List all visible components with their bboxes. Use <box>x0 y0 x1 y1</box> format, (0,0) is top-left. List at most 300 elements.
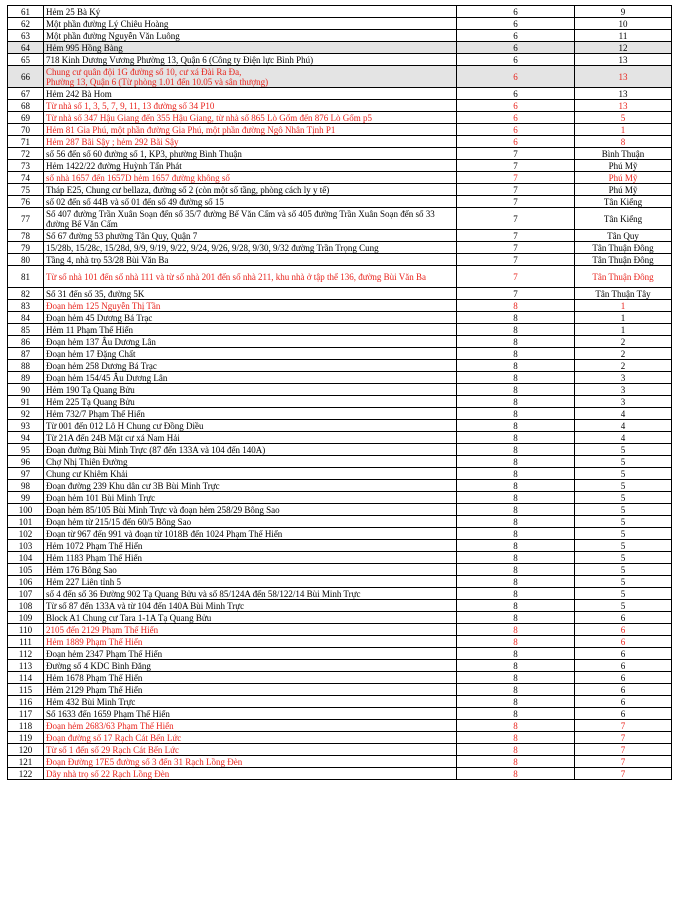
district-cell: 8 <box>457 444 575 456</box>
table-row <box>8 30 672 42</box>
location-description-cell: Đoạn Đường 17E5 đường số 3 đến 31 Rạch Lồng Đèn <box>44 756 457 768</box>
row-number-cell: 104 <box>8 552 44 564</box>
ward-cell: Bình Thuận <box>575 148 672 160</box>
location-description-cell: Đoạn hẻm 154/45 Âu Dương Lân <box>44 372 457 384</box>
row-number-cell: 65 <box>8 54 44 66</box>
ward-cell: Phú Mỹ <box>575 172 672 184</box>
district-cell: 8 <box>457 756 575 768</box>
district-cell: 8 <box>457 396 575 408</box>
row-number-cell: 92 <box>8 408 44 420</box>
ward-cell: Tân Thuận Đông <box>575 254 672 266</box>
row-number-cell: 67 <box>8 88 44 100</box>
ward-cell: 7 <box>575 768 672 780</box>
row-number-cell: 85 <box>8 324 44 336</box>
district-cell: 8 <box>457 732 575 744</box>
row-number-cell: 61 <box>8 6 44 18</box>
district-cell: 8 <box>457 720 575 732</box>
district-cell: 6 <box>457 54 575 66</box>
location-description-cell: Block A1 Chung cư Tara 1-1A Tạ Quang Bửu <box>44 612 457 624</box>
location-description-cell: Đoạn đường 239 Khu dân cư 3B Bùi Minh Trực <box>44 480 457 492</box>
location-description-cell: Đoạn hẻm 101 Bùi Minh Trực <box>44 492 457 504</box>
ward-cell: 3 <box>575 384 672 396</box>
table-body <box>8 6 672 780</box>
row-number-cell: 113 <box>8 660 44 672</box>
table-row <box>8 396 672 408</box>
row-number-cell: 83 <box>8 300 44 312</box>
table-row <box>8 208 672 230</box>
table-row <box>8 660 672 672</box>
table-row <box>8 600 672 612</box>
row-number-cell: 99 <box>8 492 44 504</box>
location-description-cell: Đoạn hẻm 85/105 Bùi Minh Trực và đoạn hẻm 258/29 Bông Sao <box>44 504 457 516</box>
row-number-cell: 73 <box>8 160 44 172</box>
ward-cell: 13 <box>575 66 672 88</box>
location-description-cell: Hẻm 176 Bông Sao <box>44 564 457 576</box>
table-row <box>8 100 672 112</box>
table-row <box>8 432 672 444</box>
district-cell: 7 <box>457 184 575 196</box>
district-cell: 8 <box>457 552 575 564</box>
location-description-cell: Dãy nhà trọ số 22 Rạch Lồng Đèn <box>44 768 457 780</box>
table-row <box>8 756 672 768</box>
district-cell: 8 <box>457 696 575 708</box>
table-row <box>8 732 672 744</box>
table-row <box>8 708 672 720</box>
location-description-cell: 718 Kinh Dương Vương Phường 13, Quận 6 (Công ty Điện lực Bình Phú) <box>44 54 457 66</box>
district-cell: 8 <box>457 564 575 576</box>
district-cell: 6 <box>457 100 575 112</box>
district-cell: 6 <box>457 124 575 136</box>
ward-cell: 7 <box>575 732 672 744</box>
location-description-cell: Tầng 4, nhà trọ 53/28 Bùi Văn Ba <box>44 254 457 266</box>
district-cell: 6 <box>457 42 575 54</box>
location-description-cell: Hẻm 2129 Phạm Thế Hiển <box>44 684 457 696</box>
district-cell: 8 <box>457 708 575 720</box>
ward-cell: Tân Thuận Đông <box>575 242 672 254</box>
ward-cell: 5 <box>575 588 672 600</box>
location-description-cell: Số 407 đường Trần Xuân Soạn đến số 35/7 đường Bế Văn Cấm và số 405 đường Trần Xuân Soạn đến số 33 đường Bế Văn Cấm <box>44 208 457 230</box>
ward-cell: 6 <box>575 708 672 720</box>
table-row <box>8 612 672 624</box>
row-number-cell: 84 <box>8 312 44 324</box>
row-number-cell: 112 <box>8 648 44 660</box>
location-description-cell: Số 31 đến số 35, đường 5K <box>44 288 457 300</box>
location-description-cell: Đoạn hẻm 258 Dương Bá Trạc <box>44 360 457 372</box>
district-cell: 7 <box>457 266 575 288</box>
ward-cell: 13 <box>575 88 672 100</box>
location-description-cell: Từ nhà số 1, 3, 5, 7, 9, 11, 13 đường số 34 P10 <box>44 100 457 112</box>
location-description-cell: 15/28b, 15/28c, 15/28d, 9/9, 9/19, 9/22, 9/24, 9/26, 9/28, 9/30, 9/32 đường Trần Trọng Cung <box>44 242 457 254</box>
location-description-cell: Hẻm 242 Bà Hom <box>44 88 457 100</box>
district-cell: 8 <box>457 336 575 348</box>
row-number-cell: 72 <box>8 148 44 160</box>
ward-cell: 1 <box>575 312 672 324</box>
row-number-cell: 88 <box>8 360 44 372</box>
ward-cell: 5 <box>575 480 672 492</box>
district-cell: 8 <box>457 324 575 336</box>
district-cell: 8 <box>457 504 575 516</box>
district-cell: 8 <box>457 384 575 396</box>
location-description-cell: số 4 đến số 36 Đường 902 Tạ Quang Bửu và số 85/124A đến 58/122/14 Bùi Minh Trực <box>44 588 457 600</box>
ward-cell: Tân Thuận Tây <box>575 288 672 300</box>
ward-cell: 5 <box>575 504 672 516</box>
table-row <box>8 266 672 288</box>
location-description-cell: Từ 001 đến 012 Lô H Chung cư Đồng Diều <box>44 420 457 432</box>
ward-cell: 6 <box>575 624 672 636</box>
row-number-cell: 93 <box>8 420 44 432</box>
table-row <box>8 254 672 266</box>
location-description-cell: Hẻm 1422/22 đường Huỳnh Tấn Phát <box>44 160 457 172</box>
ward-cell: 3 <box>575 372 672 384</box>
district-cell: 7 <box>457 208 575 230</box>
table-row <box>8 588 672 600</box>
ward-cell: 4 <box>575 408 672 420</box>
row-number-cell: 100 <box>8 504 44 516</box>
row-number-cell: 74 <box>8 172 44 184</box>
table-row <box>8 720 672 732</box>
location-description-cell: Từ số 87 đến 133A và từ 104 đến 140A Bùi Minh Trực <box>44 600 457 612</box>
row-number-cell: 120 <box>8 744 44 756</box>
ward-cell: 6 <box>575 636 672 648</box>
district-cell: 7 <box>457 160 575 172</box>
row-number-cell: 121 <box>8 756 44 768</box>
ward-cell: Tân Thuận Đông <box>575 266 672 288</box>
district-cell: 8 <box>457 516 575 528</box>
table-row <box>8 372 672 384</box>
table-row <box>8 672 672 684</box>
lockdown-area-table <box>7 5 672 780</box>
location-description-cell: Hẻm 432 Bùi Minh Trực <box>44 696 457 708</box>
location-description-cell: Số 1633 đến 1659 Phạm Thế Hiển <box>44 708 457 720</box>
location-description-cell: Đoạn hẻm 125 Nguyễn Thị Tần <box>44 300 457 312</box>
ward-cell: 6 <box>575 660 672 672</box>
table-row <box>8 420 672 432</box>
district-cell: 6 <box>457 18 575 30</box>
table-row <box>8 242 672 254</box>
district-cell: 8 <box>457 480 575 492</box>
row-number-cell: 63 <box>8 30 44 42</box>
location-description-cell: Một phần đường Nguyễn Văn Luông <box>44 30 457 42</box>
district-cell: 8 <box>457 372 575 384</box>
table-row <box>8 312 672 324</box>
row-number-cell: 102 <box>8 528 44 540</box>
ward-cell: 7 <box>575 744 672 756</box>
table-row <box>8 540 672 552</box>
table-row <box>8 408 672 420</box>
table-row <box>8 112 672 124</box>
ward-cell: Phú Mỹ <box>575 160 672 172</box>
row-number-cell: 103 <box>8 540 44 552</box>
district-cell: 8 <box>457 684 575 696</box>
table-row <box>8 564 672 576</box>
table-row <box>8 348 672 360</box>
location-description-cell: Tháp E25, Chung cư bellaza, đường số 2 (còn một số tầng, phòng cách ly y tế) <box>44 184 457 196</box>
location-description-cell: Chợ Nhị Thiên Đường <box>44 456 457 468</box>
ward-cell: 13 <box>575 100 672 112</box>
row-number-cell: 118 <box>8 720 44 732</box>
district-cell: 6 <box>457 136 575 148</box>
location-description-cell: Hẻm 190 Tạ Quang Bửu <box>44 384 457 396</box>
ward-cell: Tân Kiểng <box>575 196 672 208</box>
location-description-cell: số 02 đến số 44B và số 01 đến số 49 đường số 15 <box>44 196 457 208</box>
ward-cell: 7 <box>575 756 672 768</box>
district-cell: 8 <box>457 528 575 540</box>
row-number-cell: 115 <box>8 684 44 696</box>
ward-cell: 2 <box>575 336 672 348</box>
district-cell: 7 <box>457 148 575 160</box>
ward-cell: 12 <box>575 42 672 54</box>
district-cell: 8 <box>457 360 575 372</box>
row-number-cell: 122 <box>8 768 44 780</box>
location-description-cell: Đoạn hẻm 45 Dương Bá Trạc <box>44 312 457 324</box>
table-row <box>8 184 672 196</box>
ward-cell: 4 <box>575 432 672 444</box>
district-cell: 6 <box>457 6 575 18</box>
table-row <box>8 384 672 396</box>
row-number-cell: 94 <box>8 432 44 444</box>
ward-cell: 4 <box>575 420 672 432</box>
table-row <box>8 6 672 18</box>
district-cell: 8 <box>457 672 575 684</box>
district-cell: 8 <box>457 420 575 432</box>
location-description-cell: Hẻm 227 Liên tỉnh 5 <box>44 576 457 588</box>
district-cell: 7 <box>457 254 575 266</box>
table-row <box>8 66 672 88</box>
row-number-cell: 108 <box>8 600 44 612</box>
ward-cell: 10 <box>575 18 672 30</box>
table-row <box>8 552 672 564</box>
district-cell: 8 <box>457 432 575 444</box>
location-description-cell: Hẻm 995 Hồng Bàng <box>44 42 457 54</box>
district-cell: 8 <box>457 636 575 648</box>
table-row <box>8 136 672 148</box>
row-number-cell: 62 <box>8 18 44 30</box>
location-description-cell: Hẻm 11 Phạm Thế Hiển <box>44 324 457 336</box>
ward-cell: 3 <box>575 396 672 408</box>
row-number-cell: 97 <box>8 468 44 480</box>
row-number-cell: 89 <box>8 372 44 384</box>
location-description-cell: Chung cư Khiêm Khải <box>44 468 457 480</box>
table-row <box>8 88 672 100</box>
location-description-cell: Đoạn đường số 17 Rạch Cát Bến Lức <box>44 732 457 744</box>
table-row <box>8 18 672 30</box>
table-row <box>8 696 672 708</box>
table-row <box>8 636 672 648</box>
table-row <box>8 576 672 588</box>
district-cell: 8 <box>457 468 575 480</box>
district-cell: 8 <box>457 744 575 756</box>
table-row <box>8 324 672 336</box>
ward-cell: 1 <box>575 324 672 336</box>
table-row <box>8 456 672 468</box>
location-description-cell: Hẻm 1678 Phạm Thế Hiển <box>44 672 457 684</box>
district-cell: 8 <box>457 624 575 636</box>
district-cell: 8 <box>457 408 575 420</box>
ward-cell: 5 <box>575 468 672 480</box>
row-number-cell: 96 <box>8 456 44 468</box>
location-description-cell: Hẻm 25 Bà Ký <box>44 6 457 18</box>
location-description-cell: Hẻm 287 Bãi Sậy ; hẻm 292 Bãi Sậy <box>44 136 457 148</box>
location-description-cell: Đoạn hẻm 2347 Phạm Thế Hiển <box>44 648 457 660</box>
row-number-cell: 81 <box>8 266 44 288</box>
district-cell: 8 <box>457 648 575 660</box>
location-description-cell: Hẻm 1183 Phạm Thế Hiển <box>44 552 457 564</box>
row-number-cell: 98 <box>8 480 44 492</box>
location-description-cell: Đoạn đường Bùi Minh Trực (87 đến 133A và 104 đến 140A) <box>44 444 457 456</box>
table-row <box>8 516 672 528</box>
ward-cell: 6 <box>575 612 672 624</box>
location-description-cell: Hẻm 1889 Phạm Thế Hiển <box>44 636 457 648</box>
district-cell: 8 <box>457 348 575 360</box>
row-number-cell: 91 <box>8 396 44 408</box>
location-description-cell: số nhà 1657 đến 1657D hẻm 1657 đường không số <box>44 172 457 184</box>
row-number-cell: 71 <box>8 136 44 148</box>
location-description-cell: Đường số 4 KDC Bình Đăng <box>44 660 457 672</box>
row-number-cell: 87 <box>8 348 44 360</box>
ward-cell: 2 <box>575 348 672 360</box>
row-number-cell: 109 <box>8 612 44 624</box>
ward-cell: 5 <box>575 112 672 124</box>
table-row <box>8 196 672 208</box>
location-description-cell: Từ nhà số 347 Hậu Giang đến 355 Hậu Giang, từ nhà số 865 Lò Gốm đến 876 Lò Gốm p5 <box>44 112 457 124</box>
ward-cell: 1 <box>575 300 672 312</box>
table-row <box>8 684 672 696</box>
district-cell: 8 <box>457 540 575 552</box>
table-row <box>8 172 672 184</box>
row-number-cell: 95 <box>8 444 44 456</box>
ward-cell: 5 <box>575 564 672 576</box>
ward-cell: Tân Kiểng <box>575 208 672 230</box>
table-row <box>8 744 672 756</box>
district-cell: 6 <box>457 66 575 88</box>
table-row <box>8 492 672 504</box>
district-cell: 8 <box>457 588 575 600</box>
table-row <box>8 148 672 160</box>
district-cell: 7 <box>457 196 575 208</box>
ward-cell: 5 <box>575 528 672 540</box>
table-row <box>8 300 672 312</box>
district-cell: 8 <box>457 768 575 780</box>
table-row <box>8 648 672 660</box>
row-number-cell: 77 <box>8 208 44 230</box>
district-cell: 6 <box>457 30 575 42</box>
row-number-cell: 111 <box>8 636 44 648</box>
location-description-cell: Từ số 1 đến số 29 Rạch Cát Bến Lức <box>44 744 457 756</box>
district-cell: 8 <box>457 660 575 672</box>
ward-cell: Phú Mỹ <box>575 184 672 196</box>
district-cell: 7 <box>457 172 575 184</box>
location-description-cell: Một phần đường Lý Chiêu Hoàng <box>44 18 457 30</box>
row-number-cell: 79 <box>8 242 44 254</box>
table-row <box>8 288 672 300</box>
row-number-cell: 75 <box>8 184 44 196</box>
district-cell: 8 <box>457 300 575 312</box>
location-description-cell: Hẻm 225 Tạ Quang Bửu <box>44 396 457 408</box>
location-description-cell: Đoạn hẻm 2683/63 Phạm Thế Hiển <box>44 720 457 732</box>
row-number-cell: 90 <box>8 384 44 396</box>
ward-cell: 13 <box>575 54 672 66</box>
table-row <box>8 468 672 480</box>
ward-cell: 2 <box>575 360 672 372</box>
table-row <box>8 444 672 456</box>
row-number-cell: 101 <box>8 516 44 528</box>
row-number-cell: 119 <box>8 732 44 744</box>
table-row <box>8 480 672 492</box>
table-row <box>8 160 672 172</box>
ward-cell: 5 <box>575 444 672 456</box>
location-description-cell: Đoạn hẻm từ 215/15 đến 60/5 Bông Sao <box>44 516 457 528</box>
location-description-cell: Hẻm 1072 Phạm Thế Hiển <box>44 540 457 552</box>
table-row <box>8 624 672 636</box>
district-cell: 8 <box>457 312 575 324</box>
row-number-cell: 70 <box>8 124 44 136</box>
ward-cell: 6 <box>575 648 672 660</box>
ward-cell: 5 <box>575 600 672 612</box>
ward-cell: 5 <box>575 456 672 468</box>
ward-cell: 5 <box>575 540 672 552</box>
table-row <box>8 54 672 66</box>
district-cell: 8 <box>457 600 575 612</box>
ward-cell: 6 <box>575 672 672 684</box>
table-row <box>8 528 672 540</box>
table-row <box>8 230 672 242</box>
location-description-cell: Số 67 đường 53 phường Tân Quy, Quận 7 <box>44 230 457 242</box>
table-row <box>8 768 672 780</box>
row-number-cell: 76 <box>8 196 44 208</box>
row-number-cell: 86 <box>8 336 44 348</box>
ward-cell: 6 <box>575 684 672 696</box>
ward-cell: 6 <box>575 696 672 708</box>
district-cell: 7 <box>457 242 575 254</box>
district-cell: 7 <box>457 230 575 242</box>
ward-cell: 5 <box>575 552 672 564</box>
ward-cell: 5 <box>575 492 672 504</box>
ward-cell: Tân Quy <box>575 230 672 242</box>
ward-cell: 5 <box>575 576 672 588</box>
row-number-cell: 114 <box>8 672 44 684</box>
row-number-cell: 110 <box>8 624 44 636</box>
location-description-cell: Hẻm 81 Gia Phú, một phần đường Gia Phú, một phần đường Ngô Nhân Tịnh P1 <box>44 124 457 136</box>
row-number-cell: 68 <box>8 100 44 112</box>
row-number-cell: 105 <box>8 564 44 576</box>
district-cell: 8 <box>457 612 575 624</box>
district-cell: 8 <box>457 576 575 588</box>
district-cell: 6 <box>457 88 575 100</box>
location-description-cell: Đoạn từ 967 đến 991 và đoạn từ 1018B đến 1024 Phạm Thế Hiển <box>44 528 457 540</box>
table-row <box>8 336 672 348</box>
location-description-cell: 2105 đến 2129 Phạm Thế Hiển <box>44 624 457 636</box>
ward-cell: 1 <box>575 124 672 136</box>
ward-cell: 7 <box>575 720 672 732</box>
ward-cell: 8 <box>575 136 672 148</box>
location-description-cell: Đoạn hẻm 137 Âu Dương Lân <box>44 336 457 348</box>
location-description-cell: Hẻm 732/7 Phạm Thế Hiển <box>44 408 457 420</box>
location-description-cell: Từ 21A đến 24B Mặt cư xá Nam Hải <box>44 432 457 444</box>
row-number-cell: 78 <box>8 230 44 242</box>
district-cell: 7 <box>457 288 575 300</box>
row-number-cell: 106 <box>8 576 44 588</box>
ward-cell: 5 <box>575 516 672 528</box>
table-row <box>8 504 672 516</box>
district-cell: 8 <box>457 456 575 468</box>
row-number-cell: 69 <box>8 112 44 124</box>
district-cell: 8 <box>457 492 575 504</box>
row-number-cell: 117 <box>8 708 44 720</box>
table-row <box>8 42 672 54</box>
row-number-cell: 80 <box>8 254 44 266</box>
table-row <box>8 360 672 372</box>
row-number-cell: 64 <box>8 42 44 54</box>
